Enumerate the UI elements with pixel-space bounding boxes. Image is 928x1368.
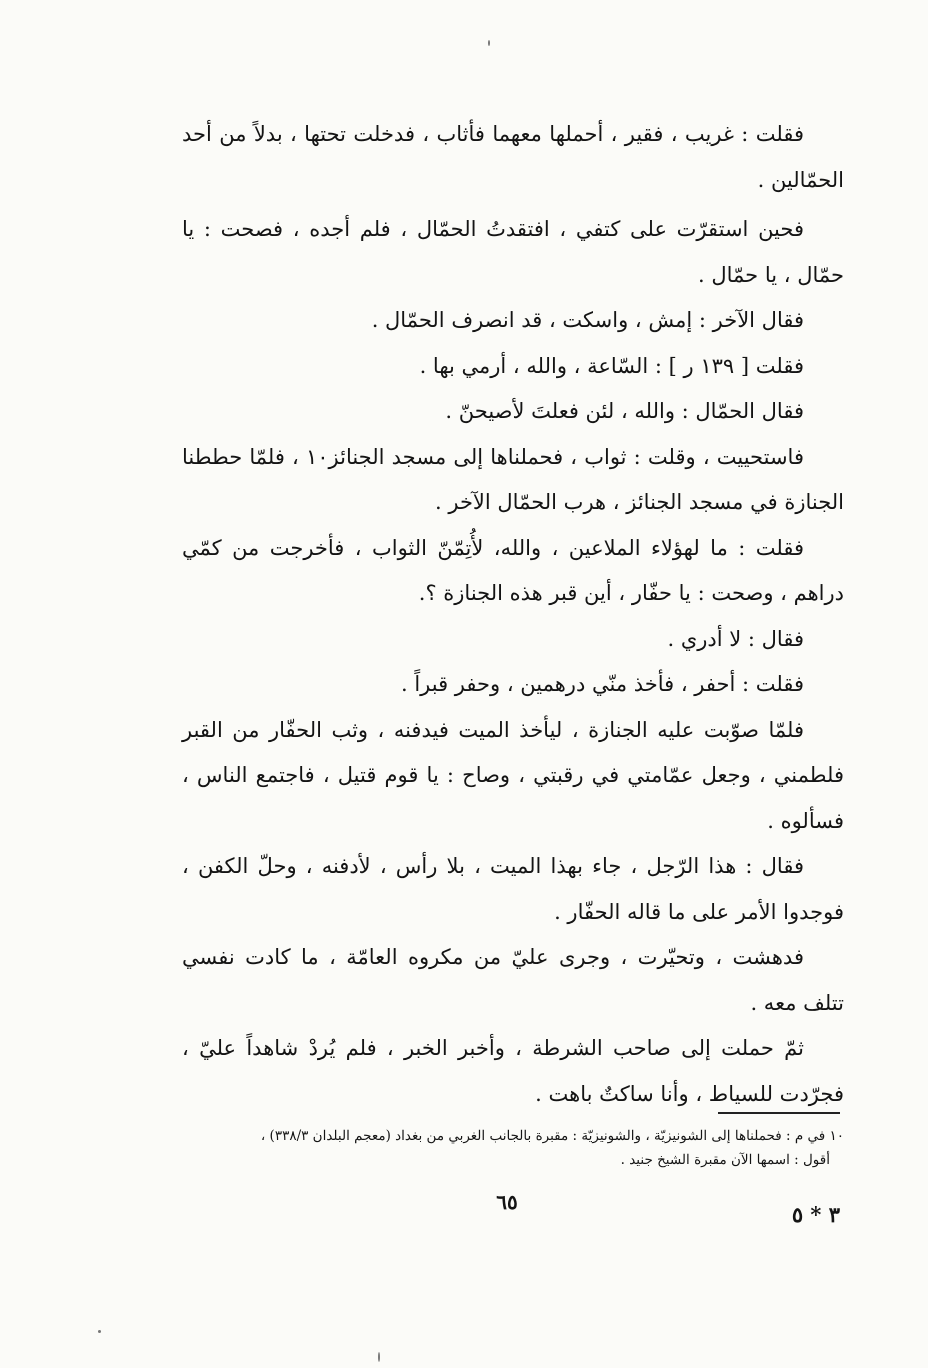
paragraph-6: فاستحييت ، وقلت : ثواب ، فحملناها إلى مسجد الجنائز١٠ ، فلمّا حططنا الجنازة في مسجد الجنائز ، هرب الحمّال الآخر . [182,444,844,514]
main-text [182,112,844,1117]
paragraph-4: فقلت [ ١٣٩ ر ] : السّاعة ، والله ، أرمي بها . [419,353,804,378]
paragraph-2: فحين استقرّت على كتفي ، افتقدتُ الحمّال ، فلم أجده ، فصحت : يا حمّال ، يا حمّال . [182,217,844,287]
paragraph-5: فقال الحمّال : والله ، لئن فعلتَ لأصيحنّ . [445,399,804,423]
paper-speck [378,1352,380,1362]
paragraph-1: فقلت : غريب ، فقير ، أحملها معهما فأثاب ، فدخلت تحتها ، بدلاً من أحد الحمّالين . [182,122,844,192]
paragraph-7: فقلت : ما لهؤلاء الملاعين ، والله، لأُتِمّنّ الثواب ، فأخرجت من كمّي دراهم ، وصحت : يا حفّار ، أين قبر هذه الجنازة ؟. [182,535,844,605]
paragraph-8: فقال : لا أدري . [667,626,804,651]
footnote-line-2: أقول : اسمها الآن مقبرة الشيخ جنيد . [620,1152,830,1168]
paragraph-11: فقال : هذا الرّجل ، جاء بهذا الميت ، بلا رأس ، لأدفنه ، وحلّ الكفن ، فوجدوا الأمر على ما قاله الحفّار . [182,854,844,924]
footnote-line-1: ١٠ في م : فحملناها إلى الشونيزيّة ، والشونيزيّة : مقبرة بالجانب الغربي من بغداد (معجم البلدان ٣٣٨/٣) ، [260,1128,844,1144]
page-number: ٦٥ [496,1190,518,1214]
paragraph-12: فدهشت ، وتحيّرت ، وجرى عليّ من مكروه العامّة ، ما كادت نفسي تتلف معه . [182,945,844,1015]
paper-speck [98,1330,101,1333]
signature-mark: ٣ * ٥ [791,1202,840,1227]
footnote-section [182,1124,844,1172]
paper-speck [488,40,490,46]
paragraph-10: فلمّا صوّبت عليه الجنازة ، ليأخذ الميت فيدفنه ، وثب الحفّار من القبر فلطمني ، وجعل عمّامتي في رقبتي ، وصاح : يا قوم قتيل ، فاجتمع الناس ، فسألوه . [182,717,844,833]
paragraph-13: ثمّ حملت إلى صاحب الشرطة ، وأخبر الخبر ، فلم يُردْ شاهداً عليّ ، فجرّدت للسياط ، وأنا ساكتٌ باهت . [182,1036,844,1106]
footnote-divider [718,1112,840,1114]
paragraph-3: فقال الآخر : إمش ، واسكت ، قد انصرف الحمّال . [371,308,804,332]
paragraph-9: فقلت : أحفر ، فأخذ منّي درهمين ، وحفر قبراً . [400,672,804,696]
